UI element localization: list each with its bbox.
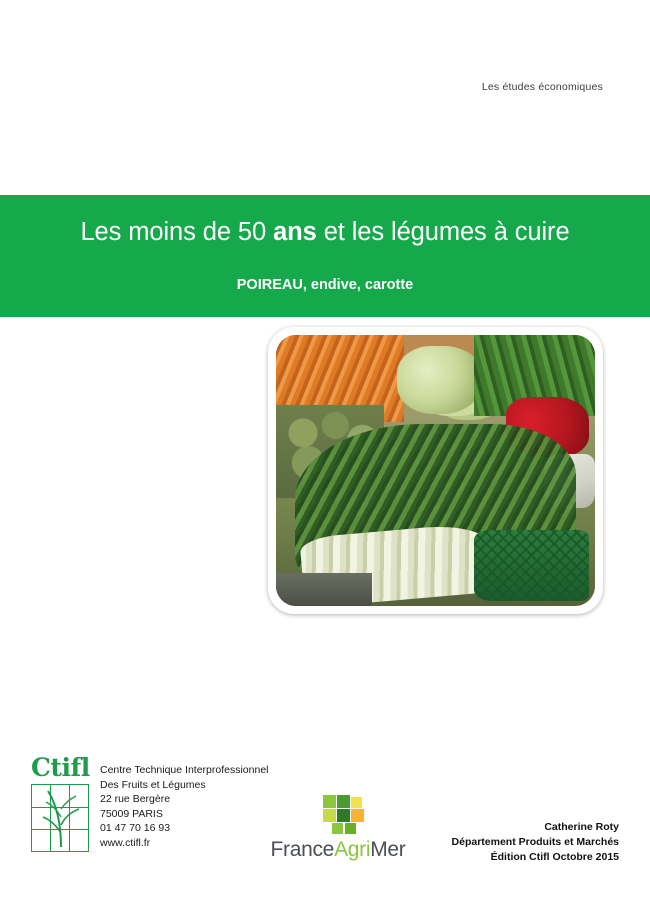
credit-author: Catherine Roty — [544, 821, 619, 833]
franceagrimer-wordmark — [248, 838, 428, 862]
franceagrimer-logo — [248, 795, 428, 867]
ctifl-logo — [31, 755, 91, 865]
fam-name-part-3: Mer — [370, 838, 406, 861]
credit-edition: Édition Ctifl Octobre 2015 — [490, 851, 619, 863]
green-net-region — [474, 530, 589, 600]
cover-photo-frame — [268, 327, 603, 614]
document-subtitle — [0, 277, 650, 293]
title-part-3: et les légumes à cuire — [316, 218, 570, 246]
address-line-phone: 01 47 70 16 93 — [100, 822, 171, 835]
franceagrimer-squares-icon — [323, 795, 373, 839]
ctifl-address — [100, 763, 269, 851]
market-vegetable-stall-photo — [276, 335, 595, 606]
studies-label: Les études économiques — [481, 81, 603, 93]
address-line: 75009 PARIS — [100, 807, 163, 820]
crate-region — [276, 573, 372, 606]
ctifl-wordmark: Ctifl — [31, 753, 90, 782]
title-part-1: Les moins de 50 — [80, 218, 274, 246]
title-part-2: ans — [273, 218, 317, 246]
ctifl-leaf-icon — [31, 784, 89, 852]
address-line: Des Fruits et Légumes — [100, 778, 206, 791]
address-line: Centre Technique Interprofessionnel — [100, 764, 269, 776]
title-banner — [0, 195, 650, 317]
subtitle-rest: , endive, carotte — [302, 277, 414, 293]
leaf-icon — [38, 787, 84, 849]
address-line-website[interactable]: www.ctifl.fr — [100, 836, 151, 849]
fam-name-part-1: France — [270, 838, 335, 861]
melon-region — [397, 346, 483, 414]
document-title — [0, 218, 650, 247]
address-line: 22 rue Bergère — [100, 793, 171, 806]
subtitle-strong: POIREAU — [236, 277, 303, 293]
document-credits — [452, 820, 619, 865]
credit-department: Département Produits et Marchés — [451, 836, 619, 848]
fam-name-part-2: Agri — [334, 838, 371, 861]
